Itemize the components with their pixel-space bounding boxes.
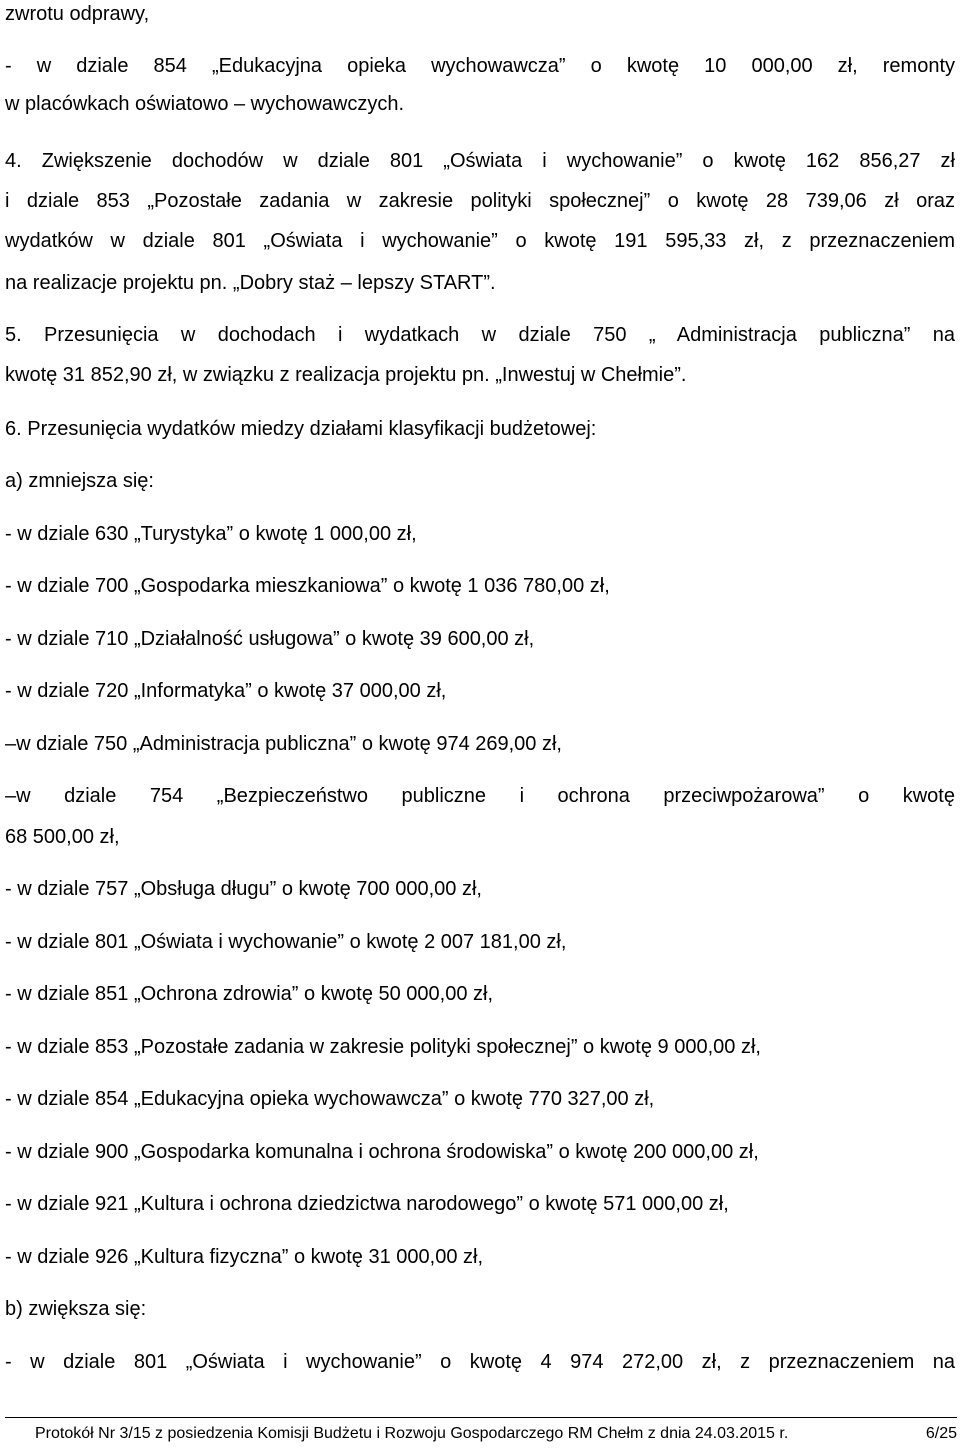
text-line: a) zmniejsza się: xyxy=(5,470,154,492)
list-item: - w dziale 700 „Gospodarka mieszkaniowa” o kwotę 1 036 780,00 zł, xyxy=(5,575,610,597)
page-footer xyxy=(5,1417,957,1442)
list-item: - w dziale 801 „Oświata i wychowanie” o kwotę 4 974 272,00 zł, z przeznaczeniem na xyxy=(5,1351,955,1373)
text-line: - w dziale 854 „Edukacyjna opieka wychowawcza” o kwotę 10 000,00 zł, remonty xyxy=(5,55,955,77)
list-item: - w dziale 853 „Pozostałe zadania w zakresie polityki społecznej” o kwotę 9 000,00 zł, xyxy=(5,1036,761,1058)
text-line: 4. Zwiększenie dochodów w dziale 801 „Oświata i wychowanie” o kwotę 162 856,27 zł xyxy=(5,150,955,172)
page-number: 6/25 xyxy=(925,1425,957,1442)
text-line: wydatków w dziale 801 „Oświata i wychowanie” o kwotę 191 595,33 zł, z przeznaczeniem xyxy=(5,230,955,252)
text-line: w placówkach oświatowo – wychowawczych. xyxy=(5,93,405,115)
list-item: - w dziale 854 „Edukacyjna opieka wychowawcza” o kwotę 770 327,00 zł, xyxy=(5,1088,655,1110)
list-item-continuation: 68 500,00 zł, xyxy=(5,826,120,848)
list-item: –w dziale 754 „Bezpieczeństwo publiczne i ochrona przeciwpożarowa” o kwotę xyxy=(5,785,955,807)
list-item: - w dziale 720 „Informatyka” o kwotę 37 000,00 zł, xyxy=(5,680,447,702)
list-item: - w dziale 630 „Turystyka” o kwotę 1 000,00 zł, xyxy=(5,523,417,545)
text-line: 6. Przesunięcia wydatków miedzy działami klasyfikacji budżetowej: xyxy=(5,418,597,440)
list-item: –w dziale 750 „Administracja publiczna” o kwotę 974 269,00 zł, xyxy=(5,733,562,755)
list-item: - w dziale 851 „Ochrona zdrowia” o kwotę 50 000,00 zł, xyxy=(5,983,494,1005)
text-line: i dziale 853 „Pozostałe zadania w zakresie polityki społecznej” o kwotę 28 739,06 zł oraz xyxy=(5,190,955,212)
footer-text: Protokół Nr 3/15 z posiedzenia Komisji Budżetu i Rozwoju Gospodarczego RM Chełm z dnia 24.03.2015 r. xyxy=(35,1425,789,1442)
text-line: kwotę 31 852,90 zł, w związku z realizacja projektu pn. „Inwestuj w Chełmie”. xyxy=(5,364,687,386)
list-item: - w dziale 900 „Gospodarka komunalna i ochrona środowiska” o kwotę 200 000,00 zł, xyxy=(5,1141,759,1163)
text-line: zwrotu odprawy, xyxy=(5,3,150,25)
text-line: na realizacje projektu pn. „Dobry staż – lepszy START”. xyxy=(5,272,496,294)
list-item: - w dziale 926 „Kultura fizyczna” o kwotę 31 000,00 zł, xyxy=(5,1246,484,1268)
list-item: - w dziale 921 „Kultura i ochrona dziedzictwa narodowego” o kwotę 571 000,00 zł, xyxy=(5,1193,729,1215)
list-item: - w dziale 710 „Działalność usługowa” o kwotę 39 600,00 zł, xyxy=(5,628,535,650)
text-line: 5. Przesunięcia w dochodach i wydatkach w dziale 750 „ Administracja publiczna” na xyxy=(5,324,955,346)
text-line: b) zwiększa się: xyxy=(5,1298,147,1320)
list-item: - w dziale 801 „Oświata i wychowanie” o kwotę 2 007 181,00 zł, xyxy=(5,931,567,953)
list-item: - w dziale 757 „Obsługa długu” o kwotę 700 000,00 zł, xyxy=(5,878,482,900)
